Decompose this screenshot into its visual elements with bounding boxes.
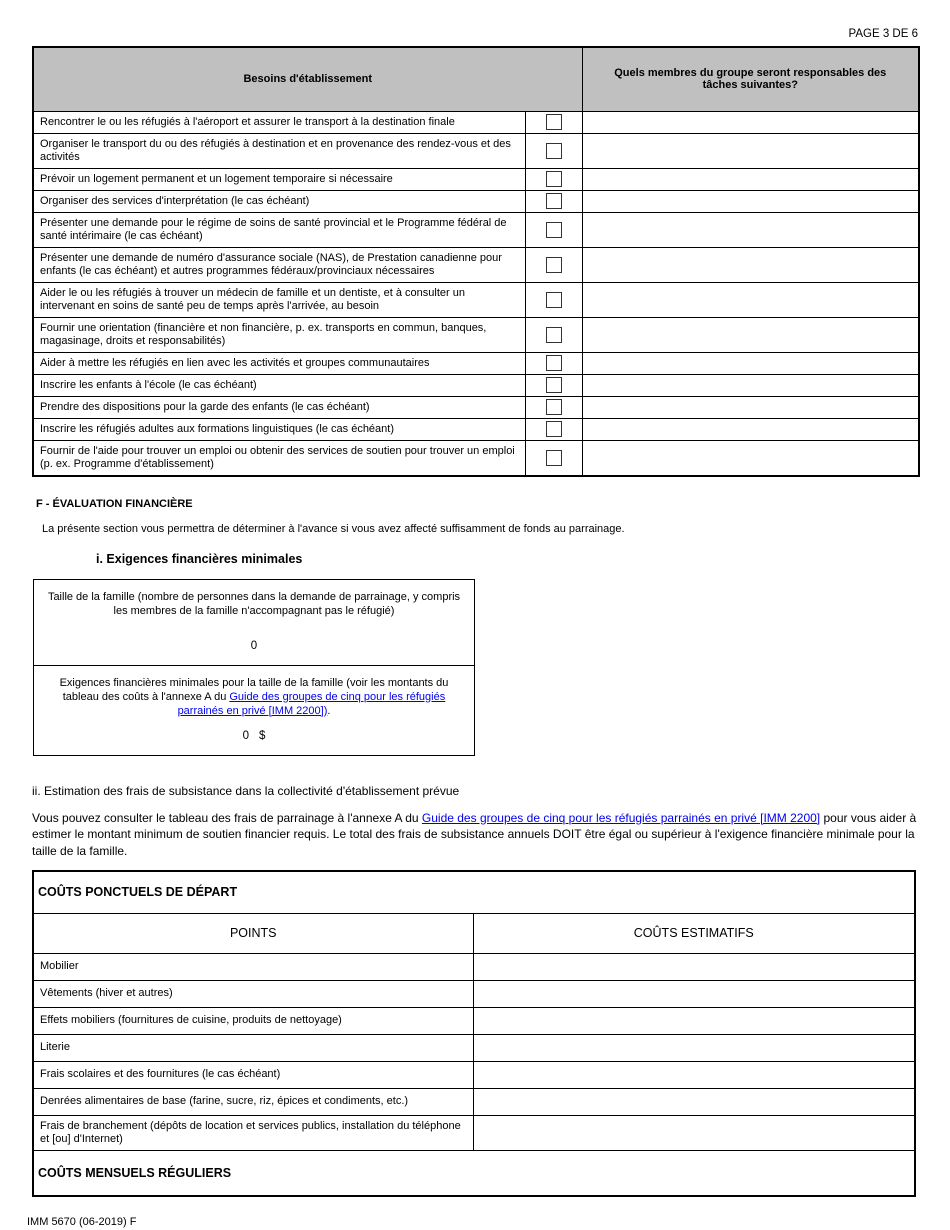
costs-body (33, 871, 915, 1196)
estimated-cost-field[interactable] (473, 1115, 915, 1150)
task-label: Inscrire les enfants à l'école (le cas échéant) (33, 374, 525, 396)
paragraph-text-before: Vous pouvez consulter le tableau des frais de parrainage à l'annexe A du (32, 810, 422, 825)
table-row (33, 980, 915, 1007)
responsible-members-field[interactable] (582, 396, 919, 418)
task-checkbox[interactable] (546, 421, 562, 437)
responsible-members-field[interactable] (582, 190, 919, 212)
task-label: Présenter une demande de numéro d'assurance sociale (NAS), de Prestation canadienne pour enfants (le cas échéant) et autres programmes fédéraux/provinciaux nécessaires (33, 247, 525, 282)
checkbox-cell (525, 168, 582, 190)
estimated-cost-field[interactable] (473, 1061, 915, 1088)
form-number-footer: IMM 5670 (06-2019) F (27, 1216, 137, 1228)
checkbox-cell (525, 352, 582, 374)
costs-header-row (33, 913, 915, 953)
task-label: Prendre des dispositions pour la garde des enfants (le cas échéant) (33, 396, 525, 418)
task-checkbox[interactable] (546, 450, 562, 466)
imm2200-guide-link[interactable]: Guide des groupes de cinq pour les réfugiés parrainés en privé [IMM 2200]) (177, 690, 446, 717)
table-row (33, 374, 919, 396)
table-row (33, 418, 919, 440)
minimum-requirement-value[interactable] (42, 729, 466, 743)
checkbox-cell (525, 374, 582, 396)
items-column-header: POINTS (33, 913, 473, 953)
tasks-header-needs: Besoins d'établissement (33, 47, 582, 111)
task-checkbox[interactable] (546, 399, 562, 415)
minimum-requirement-row (34, 666, 474, 755)
responsible-members-field[interactable] (582, 247, 919, 282)
task-checkbox[interactable] (546, 355, 562, 371)
task-label: Fournir une orientation (financière et non financière, p. ex. transports en commun, banques, magasinage, droits et responsabilités) (33, 317, 525, 352)
family-size-value[interactable]: 0 (250, 639, 258, 652)
subsection-ii-paragraph (32, 810, 918, 860)
checkbox-cell (525, 111, 582, 133)
startup-costs-table (32, 870, 916, 1197)
costs-section2-row (33, 1150, 915, 1196)
responsible-members-field[interactable] (582, 374, 919, 396)
task-checkbox[interactable] (546, 257, 562, 273)
checkbox-cell (525, 133, 582, 168)
responsible-members-field[interactable] (582, 352, 919, 374)
table-row (33, 212, 919, 247)
task-label: Aider à mettre les réfugiés en lien avec les activités et groupes communautaires (33, 352, 525, 374)
table-row (33, 168, 919, 190)
task-checkbox[interactable] (546, 114, 562, 130)
minimum-requirement-label (42, 676, 466, 718)
task-checkbox[interactable] (546, 327, 562, 343)
task-checkbox[interactable] (546, 143, 562, 159)
minimum-requirement-text-before: Exigences financières minimales pour la taille de la famille (voir les montants du tableau des coûts à l'annexe A du (59, 676, 449, 703)
task-checkbox[interactable] (546, 292, 562, 308)
minimum-financial-requirements-table (33, 579, 475, 756)
settlement-tasks-table (32, 46, 920, 477)
section-f-title: F - ÉVALUATION FINANCIÈRE (36, 497, 193, 510)
table-row (33, 1115, 915, 1150)
task-label: Présenter une demande pour le régime de soins de santé provincial et le Programme fédéral de santé intérimaire (le cas échéant) (33, 212, 525, 247)
estimated-cost-field[interactable] (473, 1007, 915, 1034)
one-time-startup-costs-title: COÛTS PONCTUELS DE DÉPART (33, 871, 915, 913)
checkbox-cell (525, 247, 582, 282)
checkbox-cell (525, 317, 582, 352)
minimum-requirement-text-after: . (327, 704, 331, 717)
cost-item-label: Frais scolaires et des fournitures (le cas échéant) (33, 1061, 473, 1088)
table-row (33, 953, 915, 980)
cost-item-label: Vêtements (hiver et autres) (33, 980, 473, 1007)
cost-item-label: Denrées alimentaires de base (farine, sucre, riz, épices et condiments, etc.) (33, 1088, 473, 1115)
task-label: Rencontrer le ou les réfugiés à l'aéroport et assurer le transport à la destination finale (33, 111, 525, 133)
responsible-members-field[interactable] (582, 168, 919, 190)
table-row (33, 1007, 915, 1034)
task-label: Organiser des services d'interprétation (le cas échéant) (33, 190, 525, 212)
table-row (33, 1061, 915, 1088)
minimum-requirement-amount: 0 (242, 729, 249, 742)
section-f-intro: La présente section vous permettra de déterminer à l'avance si vous avez affecté suffisamment de fonds au parrainage. (42, 522, 625, 535)
task-label: Fournir de l'aide pour trouver un emploi ou obtenir des services de soutien pour trouver un emploi (p. ex. Programme d'établissement) (33, 440, 525, 476)
table-row (33, 317, 919, 352)
page-number: PAGE 3 DE 6 (848, 28, 918, 40)
paragraph-text-after: pour vous aider à estimer le montant minimum de soutien financier requis. Le total des frais de subsistance annuels DOIT être égal ou supérieur à l'exigence financière minimale pour la taille de la famille. (32, 810, 917, 858)
estimated-costs-column-header: COÛTS ESTIMATIFS (473, 913, 915, 953)
task-checkbox[interactable] (546, 171, 562, 187)
table-row (33, 1088, 915, 1115)
task-label: Prévoir un logement permanent et un logement temporaire si nécessaire (33, 168, 525, 190)
task-label: Inscrire les réfugiés adultes aux formations linguistiques (le cas échéant) (33, 418, 525, 440)
table-row (33, 282, 919, 317)
family-size-row (34, 580, 474, 666)
task-label: Organiser le transport du ou des réfugiés à destination et en provenance des rendez-vous et des activités (33, 133, 525, 168)
subsection-i-title: i. Exigences financières minimales (96, 551, 303, 566)
responsible-members-field[interactable] (582, 212, 919, 247)
table-row (33, 247, 919, 282)
checkbox-cell (525, 190, 582, 212)
costs-section1-row (33, 871, 915, 913)
currency-symbol: $ (259, 729, 266, 742)
tasks-body (33, 111, 919, 476)
imm2200-guide-link-2[interactable]: Guide des groupes de cinq pour les réfugiés parrainés en privé [IMM 2200] (421, 810, 821, 825)
cost-item-label: Mobilier (33, 953, 473, 980)
responsible-members-field[interactable] (582, 133, 919, 168)
responsible-members-field[interactable] (582, 440, 919, 476)
responsible-members-field[interactable] (582, 111, 919, 133)
regular-monthly-costs-title: COÛTS MENSUELS RÉGULIERS (33, 1150, 915, 1196)
responsible-members-field[interactable] (582, 317, 919, 352)
estimated-cost-field[interactable] (473, 980, 915, 1007)
tasks-header-row (33, 47, 919, 111)
table-row (33, 133, 919, 168)
table-row (33, 440, 919, 476)
table-row (33, 396, 919, 418)
task-checkbox[interactable] (546, 377, 562, 393)
table-row (33, 1034, 915, 1061)
subsection-ii-title: ii. Estimation des frais de subsistance dans la collectivité d'établissement prévue (32, 783, 460, 798)
checkbox-cell (525, 396, 582, 418)
table-row (33, 111, 919, 133)
table-row (33, 190, 919, 212)
cost-item-label: Frais de branchement (dépôts de location et services publics, installation du téléphone et [ou] d'Internet) (33, 1115, 473, 1150)
task-checkbox[interactable] (546, 222, 562, 238)
estimated-cost-field[interactable] (473, 1034, 915, 1061)
checkbox-cell (525, 418, 582, 440)
responsible-members-field[interactable] (582, 282, 919, 317)
task-label: Aider le ou les réfugiés à trouver un médecin de famille et un dentiste, et à consulter un intervenant en soins de santé peu de temps après l'arrivée, au besoin (33, 282, 525, 317)
checkbox-cell (525, 440, 582, 476)
cost-item-label: Effets mobiliers (fournitures de cuisine, produits de nettoyage) (33, 1007, 473, 1034)
table-row (33, 352, 919, 374)
checkbox-cell (525, 212, 582, 247)
estimated-cost-field[interactable] (473, 1088, 915, 1115)
checkbox-cell (525, 282, 582, 317)
task-checkbox[interactable] (546, 193, 562, 209)
tasks-header-responsible: Quels membres du groupe seront responsables des tâches suivantes? (582, 47, 919, 111)
estimated-cost-field[interactable] (473, 953, 915, 980)
cost-item-label: Literie (33, 1034, 473, 1061)
responsible-members-field[interactable] (582, 418, 919, 440)
family-size-label: Taille de la famille (nombre de personnes dans la demande de parrainage, y compris les membres de la famille n'accompagnant pas le réfugié) (47, 590, 461, 617)
